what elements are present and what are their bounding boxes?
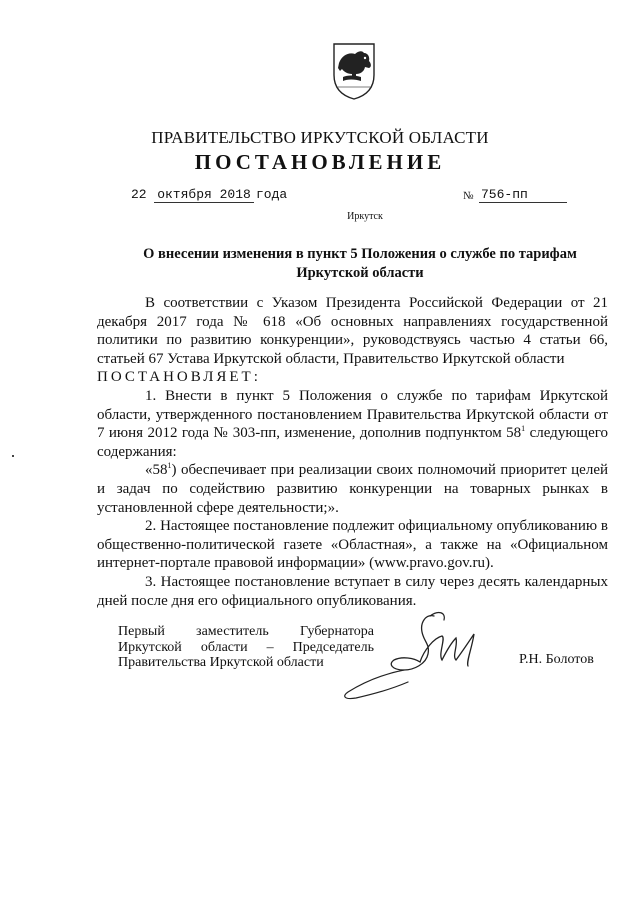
document-type-heading: ПОСТАНОВЛЕНИЕ	[194, 150, 446, 174]
signer-name: Р.Н. Болотов	[519, 652, 594, 667]
coat-of-arms-emblem	[331, 41, 377, 101]
handwritten-signature	[334, 608, 494, 708]
quote-text: ) обеспечивает при реализации своих полномочий приоритет целей и задач по содействию развитию конкуренции на товарных рынках в установленной сфере деятельности;».	[97, 462, 608, 516]
government-title: ПРАВИТЕЛЬСТВО ИРКУТСКОЙ ОБЛАСТИ	[151, 128, 489, 147]
preamble-paragraph: В соответствии с Указом Президента Российской Федерации от 21 декабря 2017 года № 618 «Об основных направлениях государственной политики по развитию конкуренции», руководствуясь частью 4 статьи 66, статьей 67 Устава Иркутской области, Правительство Иркутской области	[97, 295, 608, 367]
quote-open: «58	[145, 462, 168, 479]
document-number: 756-пп	[479, 187, 567, 203]
signatory-title-line-3: Правительства Иркутской области	[118, 655, 324, 670]
date-day: 22	[131, 187, 147, 202]
document-subject	[100, 245, 620, 283]
signatory-title-line-2: Иркутской области – Председатель	[118, 639, 374, 655]
city-name: Иркутск	[347, 211, 383, 222]
number-sign: №	[463, 190, 474, 202]
date-suffix: года	[256, 187, 288, 202]
subject-line-2: Иркутской области	[296, 265, 424, 281]
item-1-superscript: 1	[521, 424, 526, 434]
subject-line-1: О внесении изменения в пункт 5 Положения о службе по тарифам	[143, 246, 577, 262]
item-1-tail: следующего содержания:	[97, 425, 609, 460]
signatory-title-line-1: Первый заместитель Губернатора	[118, 624, 374, 639]
document-body	[97, 294, 608, 610]
item-1-text: 1. Внести в пункт 5 Положения о службе по тарифам Иркутской области, утвержденного постановлением Правительства Иркутской области от 7 июня 2012 года № 303-пп, изменение, дополнив подпунктом 58	[97, 387, 608, 442]
date-month-year: октября 2018	[154, 187, 254, 203]
scan-artifact-dot	[12, 455, 14, 457]
postanovlyaet-line: ПОСТАНОВЛЯЕТ:	[97, 369, 261, 386]
item-1-paragraph	[97, 387, 608, 461]
item-3-paragraph: 3. Настоящее постановление вступает в силу через десять календарных дней после дня его официального опубликования.	[97, 573, 608, 609]
quote-superscript: 1	[167, 461, 172, 471]
quote-paragraph	[97, 461, 608, 517]
item-2-paragraph: 2. Настоящее постановление подлежит официальному опубликованию в общественно-политической газете «Областная», а также на «Официальном интернет-портале правовой информации» (www.pravo.gov.ru).	[97, 518, 608, 572]
